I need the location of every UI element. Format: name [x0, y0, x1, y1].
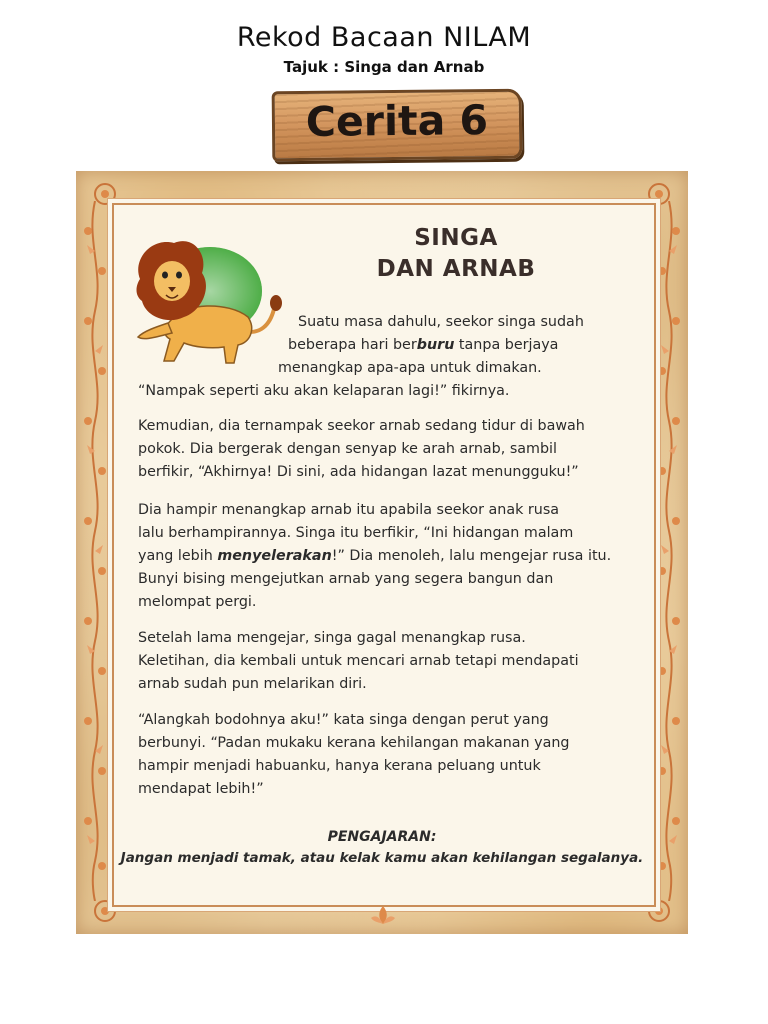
text-line: Setelah lama mengejar, singa gagal menangkap rusa.: [138, 630, 526, 646]
page-subtitle: Tajuk : Singa dan Arnab: [283, 58, 485, 76]
story-title-line: DAN ARNAB: [376, 256, 536, 282]
paragraph-intro: [138, 380, 628, 403]
paragraph-intro: [298, 311, 628, 334]
text-line: Kemudian, dia ternampak seekor arnab sedang tidur di bawah: [138, 418, 585, 434]
paragraph-4: [138, 627, 628, 696]
story-number-plank: [272, 89, 523, 162]
text-run-emphasis: buru: [416, 337, 455, 353]
text-line: arnab sudah pun melarikan diri.: [138, 676, 367, 692]
paragraph-3: [138, 499, 628, 614]
paragraph-5: [138, 709, 628, 801]
text-line: hampir menjadi habuanku, hanya kerana peluang untuk: [138, 758, 541, 774]
text-line: Suatu masa dahulu, seekor singa sudah: [298, 314, 584, 330]
page-title: Rekod Bacaan NILAM: [236, 22, 532, 53]
paragraph-intro: [288, 334, 628, 357]
lion-illustration: [132, 239, 292, 369]
floral-vine-border-left: [82, 201, 108, 901]
text-line: menangkap apa-apa untuk dimakan.: [278, 360, 542, 376]
lesson-text: Jangan menjadi tamak, atau kelak kamu akan kehilangan segalanya.: [120, 850, 644, 866]
text-run: yang lebih: [138, 548, 218, 564]
floral-vine-border-right: [656, 201, 682, 901]
text-line: [288, 334, 628, 357]
text-run-emphasis: menyelerakan: [217, 548, 332, 564]
text-line: pokok. Dia bergerak dengan senyap ke arah arnab, sambil: [138, 441, 557, 457]
story-parchment: [76, 171, 688, 934]
text-line: Bunyi bising mengejutkan arnab yang segera bangun dan: [138, 571, 554, 587]
text-line: Dia hampir menangkap arnab itu apabila seekor anak rusa: [138, 502, 560, 518]
text-line: “Nampak seperti aku akan kelaparan lagi!” fikirnya.: [138, 383, 510, 399]
text-line: lalu berhampirannya. Singa itu berfikir, “Ini hidangan malam: [138, 525, 574, 541]
text-line: melompat pergi.: [138, 594, 257, 610]
lesson-heading: PENGAJARAN:: [327, 829, 437, 845]
text-run: !” Dia menoleh, lalu mengejar rusa itu.: [331, 548, 612, 564]
text-line: [138, 545, 628, 568]
text-run: tanpa berjaya: [454, 337, 559, 353]
text-line: berfikir, “Akhirnya! Di sini, ada hidangan lazat menungguku!”: [138, 464, 579, 480]
story-title: [356, 223, 556, 285]
paragraph-intro: [278, 357, 628, 380]
text-line: mendapat lebih!”: [138, 781, 264, 797]
story-number-label: Cerita 6: [305, 96, 489, 146]
text-line: Keletihan, dia kembali untuk mencari arnab tetapi mendapati: [138, 653, 579, 669]
text-run: beberapa hari ber: [288, 337, 417, 353]
paragraph-2: [138, 415, 628, 484]
text-line: “Alangkah bodohnya aku!” kata singa dengan perut yang: [138, 712, 549, 728]
text-line: berbunyi. “Padan mukaku kerana kehilangan makanan yang: [138, 735, 570, 751]
fleur-ornament-icon: [368, 904, 398, 926]
story-title-line: SINGA: [414, 225, 498, 251]
